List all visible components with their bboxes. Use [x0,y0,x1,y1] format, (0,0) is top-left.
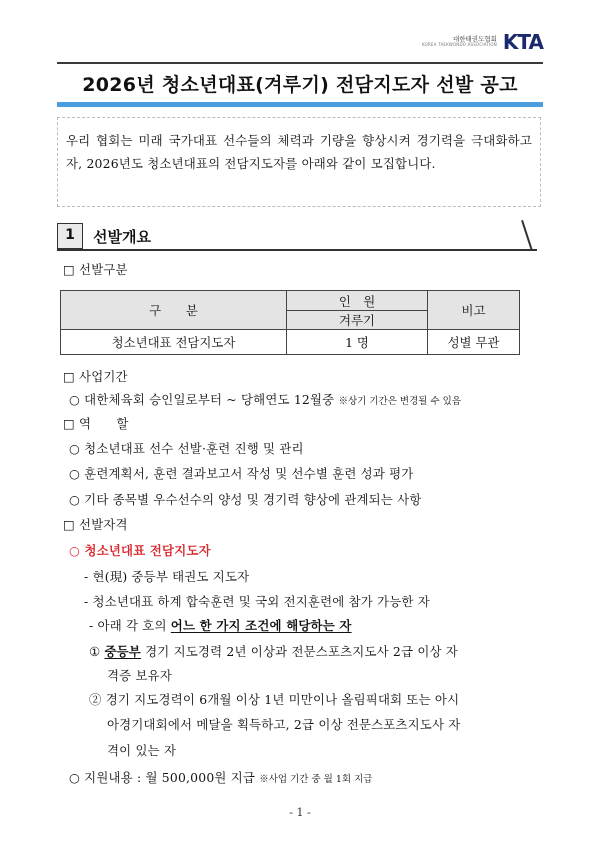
support-note: ※사업 기간 중 월 1회 지급 [259,774,373,785]
table-cell-people: 1 명 [287,330,428,355]
table-header-sub: 겨루기 [287,311,428,330]
table-header-note: 비고 [428,291,520,330]
qualification-line-1: - 현(現) 중등부 태권도 지도자 [84,569,250,584]
title-top-rule [57,62,543,64]
title-bottom-rule [57,102,543,107]
item-1-text: 경기 지도경력 2년 이상과 전문스포츠지도사 2급 이상 자 [140,644,458,659]
item-2-text-1: 경기 지도경력이 6개월 이상 1년 미만이나 올림픽대회 또는 아시 [101,692,460,707]
qualification-line-2: - 청소년대표 하계 합숙훈련 및 국외 전지훈련에 참가 가능한 자 [84,594,430,609]
qualification-item-1-cont: 격증 보유자 [107,668,172,683]
section-rule [57,249,537,251]
logo-org-name-kr: 대한태권도협회 [452,35,497,44]
condition-emphasis: 어느 한 가지 조건에 해당하는 자 [170,618,352,633]
section-title: 선발개요 [93,228,151,246]
section-number: 1 [57,223,83,249]
role-item-2: ○ 훈련계획서, 훈련 결과보고서 작성 및 선수별 훈련 성과 평가 [69,466,414,481]
page-number: - 1 - [289,806,311,819]
qualification-item-2-cont-1: 아경기대회에서 메달을 획득하고, 2급 이상 전문스포츠지도사 자 [107,717,461,732]
role-item-3: ○ 기타 종목별 우수선수의 양성 및 경기력 향상에 관계되는 사항 [69,492,422,507]
role-heading: □ 역 할 [63,416,129,431]
kta-logo [422,30,543,54]
period-heading: □ 사업기간 [63,369,128,384]
table-cell-category: 청소년대표 전담지도자 [61,330,287,355]
support-item [69,768,372,786]
qualification-heading: □ 선발자격 [63,517,128,532]
qualification-subheading: ○ 청소년대표 전담지도자 [69,543,211,558]
role-item-1: ○ 청소년대표 선수 선발·훈련 진행 및 관리 [69,441,304,456]
item-2-number: ② [89,692,102,707]
page-title: 2026년 청소년대표(겨루기) 전담지도자 선발 공고 [82,74,518,96]
support-text: ○ 지원내용 : 월 500,000원 지급 [69,770,256,785]
selection-heading: □ 선발구분 [63,262,128,277]
logo-mark: KTA [502,30,543,54]
table-cell-note: 성별 무관 [428,330,520,355]
intro-paragraph: 우리 협회는 미래 국가대표 선수들의 체력과 기량을 향상시켜 경기력을 극대화하고자, 2026년도 청소년대표의 전담지도자를 아래와 같이 모집합니다. [57,117,541,207]
selection-table [60,290,520,355]
logo-org-name-en: KOREA TAEKWONDO ASSOCIATION [422,42,497,48]
qualification-item-2-cont-2: 격이 있는 자 [107,743,177,758]
qualification-item-2 [89,690,459,708]
qualification-condition [89,616,352,634]
period-text: ○ 대한체육회 승인일로부터 ~ 당해연도 12월중 [69,392,335,407]
qualification-item-1 [89,642,458,660]
period-item [69,390,461,408]
condition-prefix: - 아래 각 호의 [89,618,171,633]
table-row [61,330,520,355]
table-header-people: 인 원 [287,291,428,311]
item-1-emphasis: 중등부 [104,644,141,659]
section-rule-slant [521,220,532,251]
period-note: ※상기 기간은 변경될 수 있음 [338,396,462,407]
table-header-category: 구 분 [61,291,287,330]
item-1-number: ① [89,644,101,659]
